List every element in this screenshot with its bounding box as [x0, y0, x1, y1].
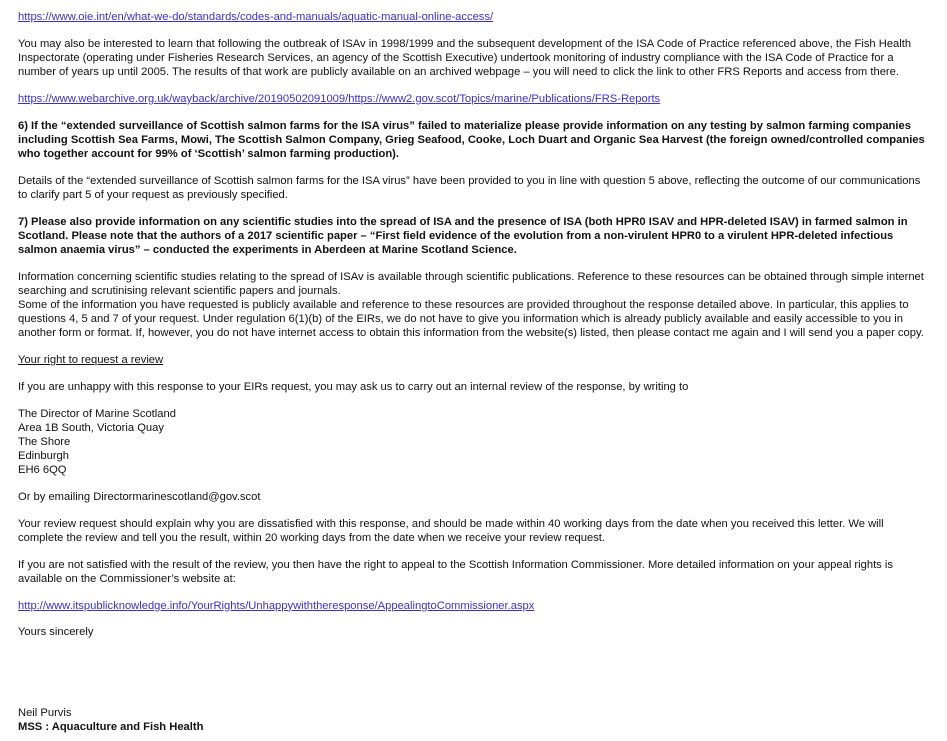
paragraph-review-timescales: Your review request should explain why you are dissatisfied with this response, and should be made within 40 working days from the date when you received this letter. We will complete the review and tell you the result, within 20 working days from the date when we receive your review request.	[18, 517, 884, 544]
paragraph-question-7-response-a: Information concerning scientific studies relating to the spread of ISAv is available through scientific publications. Reference to these resources can be obtained through simple internet searching and scrutinising relevant scientific papers and journals.	[18, 270, 924, 297]
paragraph-email-contact: Or by emailing Directormarinescotland@gov.scot	[18, 491, 261, 504]
document-body	[18, 10, 929, 734]
address-line-2: Area 1B South, Victoria Quay	[18, 421, 164, 434]
paragraph-question-6: 6) If the “extended surveillance of Scottish salmon farms for the ISA virus” failed to materialize please provide information on any testing by salmon farming companies including Scottish Sea Farms, Mowi, The Scottish Salmon Company, Grieg Seafood, Cooke, Loch Duart and Organic Sea Harvest (the foreign owned/controlled companies who together account for 99% of ‘Scottish’ salmon farming production).	[18, 119, 925, 160]
link-line-webarchive	[18, 92, 929, 106]
signature-role: MSS : Aquaculture and Fish Health	[18, 720, 204, 733]
paragraph-isav-outbreak-background: You may also be interested to learn that following the outbreak of ISAv in 1998/1999 and the subsequent development of the ISA Code of Practice referenced above, the Fish Health Inspectorate (operating under Fisheries Research Services, an agency of the Scottish Executive) undertook monitoring of industry compliance with the ISA Code of Practice for a number of years up until 2005. The results of that work are publicly available on an archived webpage – you will need to click the link to other FRS Reports and access from there.	[18, 37, 912, 79]
address-line-3: The Shore	[18, 435, 71, 448]
paragraph-question-7: 7) Please also provide information on any scientific studies into the spread of ISA and the presence of ISA (both HPR0 ISAV and HPR-deleted ISAV) in farmed salmon in Scotland. Please note that the authors of a 2017 scientific paper – “First field evidence of the evolution from a non-virulent HPR0 to a virulent HPR-deleted infectious salmon anaemia virus” – conducted the experiments in Aberdeen at Marine Scotland Science.	[18, 215, 908, 256]
link-line-oie	[18, 10, 929, 24]
paragraph-closing: Yours sincerely	[18, 626, 94, 639]
paragraph-question-7-response-b: Some of the information you have requested is publicly available and reference to these resources are provided throughout the response detailed above. In particular, this applies to questions 4, 5 and 7 of your request. Under regulation 6(1)(b) of the EIRs, we do not have to give you information which is already publicly available and easily accessible to you in another form or format. If, however, you do not have internet access to obtain this information from the website(s) listed, then please contact me again and I will send you a paper copy.	[18, 299, 924, 340]
address-line-4: Edinburgh	[18, 450, 70, 463]
paragraph-appeal-rights: If you are not satisfied with the result of the review, you then have the right to appeal to the Scottish Information Commissioner. More detailed information on your appeal rights is available on the Commissioner’s website at:	[18, 558, 893, 585]
link-webarchive-frs-reports[interactable]: https://www.webarchive.org.uk/wayback/archive/20190502091009/https://www2.gov.scot/Topics/marine/Publications/FRS-Reports	[18, 92, 661, 105]
review-address-block	[18, 407, 929, 478]
paragraph-question-6-response: Details of the “extended surveillance of Scottish salmon farms for the ISA virus” have been provided to you in line with question 5 above, reflecting the outcome of our communications to clarify part 5 of your request as previously specified.	[18, 174, 921, 201]
address-line-1: The Director of Marine Scotland	[18, 407, 176, 420]
address-line-5: EH6 6QQ	[18, 464, 67, 477]
link-itspublicknowledge-appeal[interactable]: http://www.itspublicknowledge.info/YourRights/Unhappywiththeresponse/AppealingtoCommissioner.aspx	[18, 599, 535, 612]
signature-space	[18, 640, 929, 706]
paragraph-review-intro: If you are unhappy with this response to your EIRs request, you may ask us to carry out an internal review of the response, by writing to	[18, 380, 689, 393]
signature-name: Neil Purvis	[18, 706, 72, 719]
link-line-commissioner	[18, 599, 929, 613]
heading-right-to-request-review: Your right to request a review	[18, 354, 164, 367]
link-oie-aquatic-manual[interactable]: https://www.oie.int/en/what-we-do/standards/codes-and-manuals/aquatic-manual-online-access/	[18, 11, 494, 23]
